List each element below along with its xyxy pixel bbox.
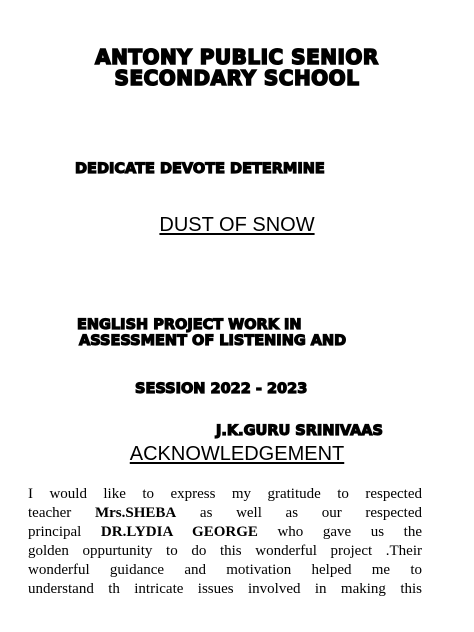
school-name-line-2: SECONDARY SCHOOL — [114, 66, 360, 90]
acknowledgement-line-3 — [28, 525, 422, 540]
school-motto: DEDICATE DEVOTE DETERMINE — [75, 161, 325, 177]
acknowledgement-line-5: wonderful guidance and motivation helped me to — [28, 562, 422, 578]
acknowledgement-line-2 — [28, 506, 422, 521]
project-title-text: DUST OF SNOW — [159, 214, 315, 236]
session-label: SESSION 2022 - 2023 — [135, 381, 308, 397]
project-description-line-1: ENGLISH PROJECT WORK IN — [77, 317, 302, 333]
project-description-line-2: ASSESSMENT OF LISTENING AND — [79, 333, 347, 349]
acknowledgement-line-6: understand th intricate issues involved in making this — [28, 581, 422, 597]
line-2-text-c: as well as our respected — [199, 505, 423, 521]
line-3-text-c: who gave us the — [277, 524, 423, 540]
student-name: J.K.GURU SRINIVAAS — [216, 423, 383, 439]
line-3-text-a: principal — [28, 524, 82, 540]
project-title — [0, 215, 474, 235]
school-name-line-1: ANTONY PUBLIC SENIOR — [95, 45, 379, 69]
acknowledgement-line-1: I would like to express my gratitude to respected — [28, 486, 422, 502]
line-2-text-a: teacher — [28, 505, 72, 521]
teacher-name: Mrs.SHEBA — [94, 505, 177, 521]
principal-name: DR.LYDIA GEORGE — [100, 524, 258, 540]
acknowledgement-heading — [0, 444, 474, 464]
acknowledgement-line-4: golden oppurtunity to do this wonderful project .Their — [28, 543, 422, 559]
acknowledgement-heading-text: ACKNOWLEDGEMENT — [129, 443, 345, 465]
